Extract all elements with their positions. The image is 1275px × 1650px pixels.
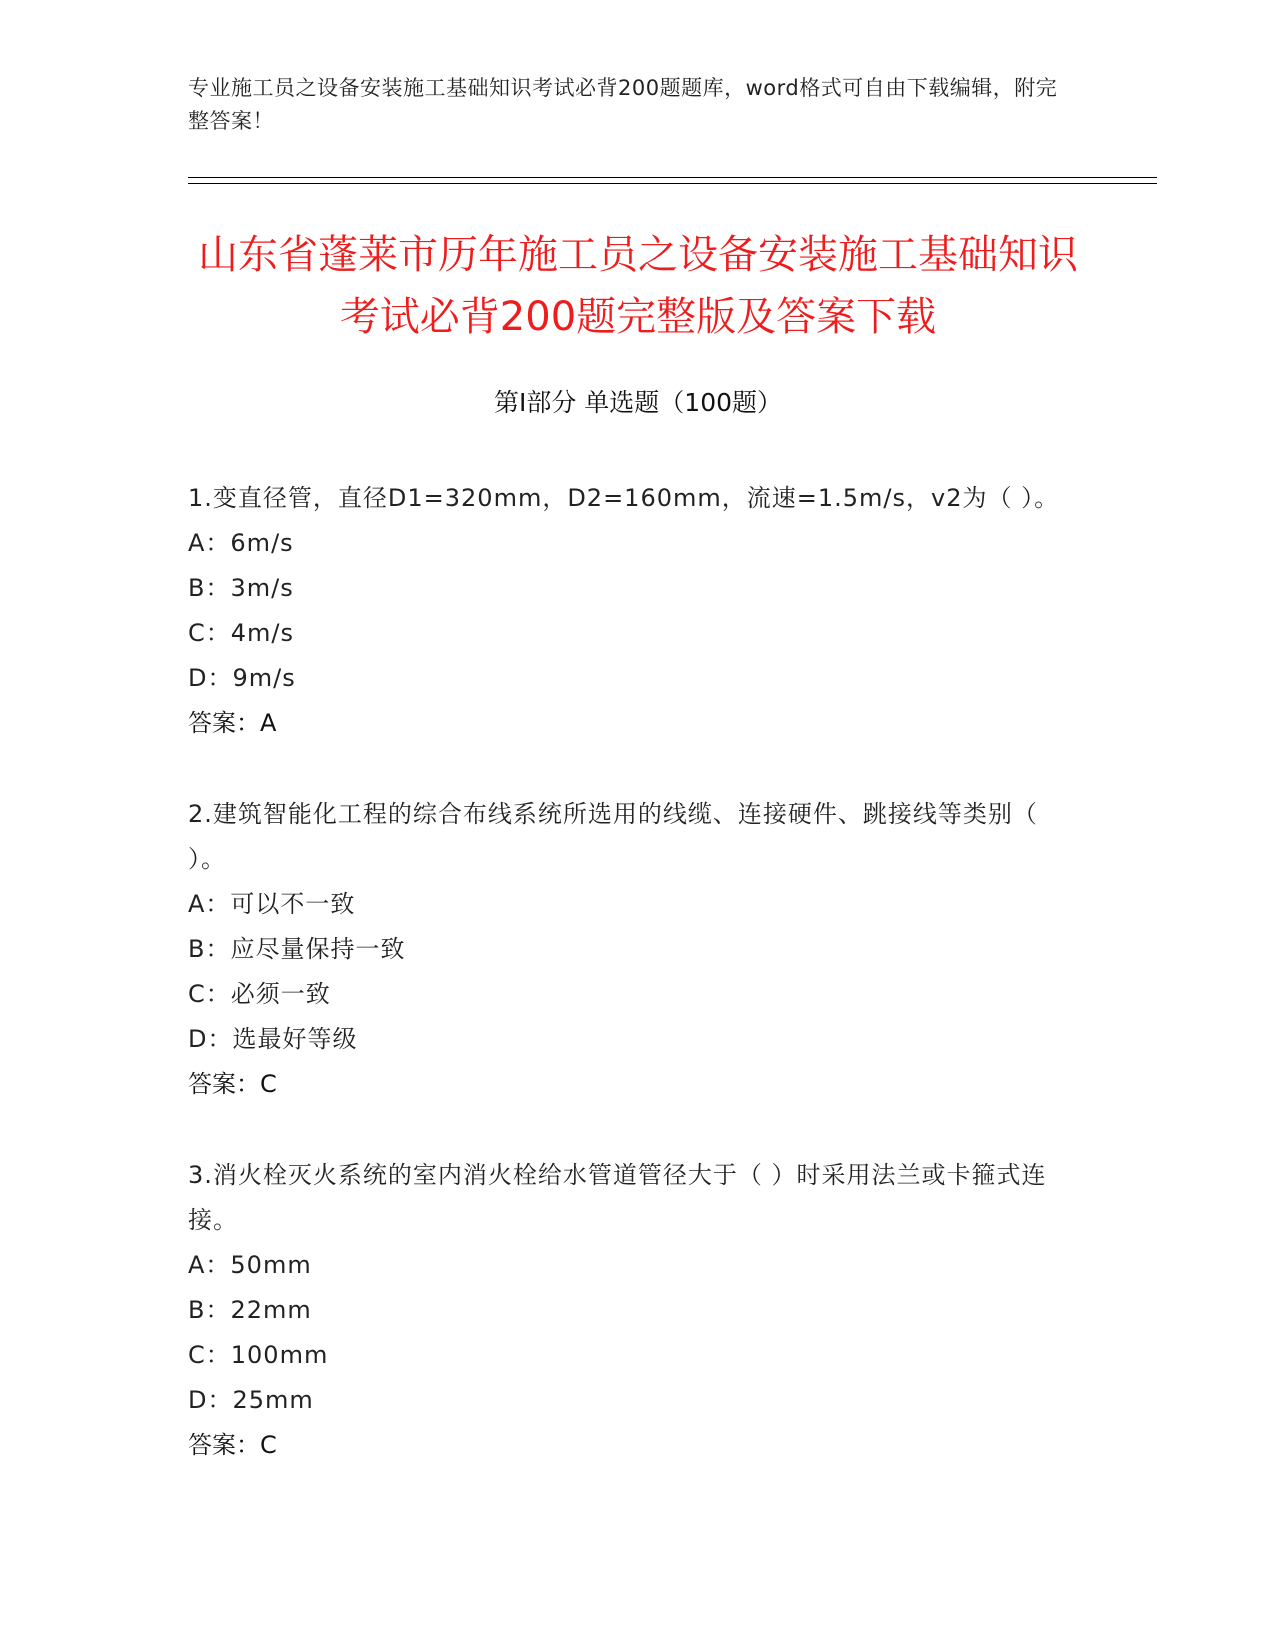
question-2 [188,792,1088,1107]
option-d: D：9m/s [188,664,296,692]
question-stem: 3.消火栓灭火系统的室内消火栓给水管道管径大于（ ）时采用法兰或卡箍式连接。 [188,1161,1047,1234]
option-a: A：可以不一致 [188,890,356,918]
question-3 [188,1153,1088,1468]
header-divider-bottom [188,183,1157,184]
option-b: B：22mm [188,1296,312,1324]
option-c: C：4m/s [188,619,294,647]
question-stem: 2.建筑智能化工程的综合布线系统所选用的线缆、连接硬件、跳接线等类别（ ）。 [188,800,1038,873]
option-b: B：3m/s [188,574,294,602]
header-divider-top [188,177,1157,178]
option-a: A：6m/s [188,529,294,557]
option-d: D：25mm [188,1386,314,1414]
question-stem: 1.变直径管，直径D1=320mm，D2=160mm，流速=1.5m/s，v2为（ ）。 [188,484,1060,512]
answer: 答案：C [188,1070,277,1098]
answer: 答案：C [188,1431,277,1459]
option-d: D：选最好等级 [188,1025,358,1053]
option-c: C：必须一致 [188,980,331,1008]
question-list [188,476,1088,1514]
option-b: B：应尽量保持一致 [188,935,406,963]
header-note: 专业施工员之设备安装施工基础知识考试必背200题题库，word格式可自由下载编辑，附完整答案！ [188,76,1058,133]
document-title: 山东省蓬莱市历年施工员之设备安装施工基础知识考试必背200题完整版及答案下载 [198,232,1078,340]
section-title: 第Ⅰ部分 单选题（100题） [493,388,783,417]
option-a: A：50mm [188,1251,312,1279]
option-c: C：100mm [188,1341,329,1369]
answer: 答案：A [188,709,277,737]
question-1 [188,476,1088,746]
